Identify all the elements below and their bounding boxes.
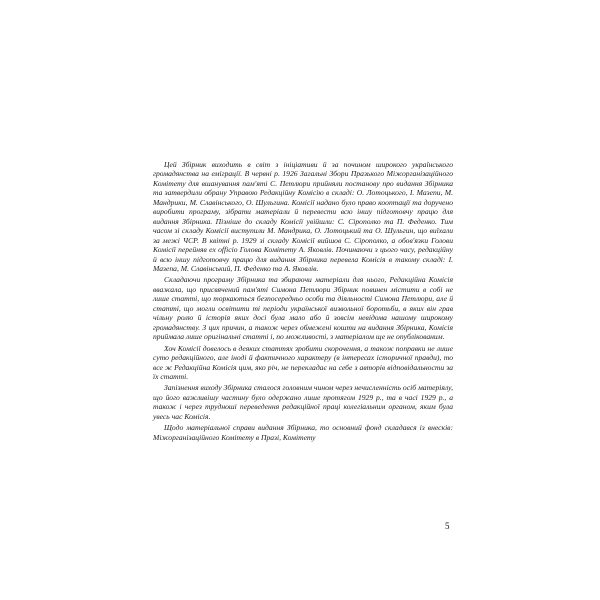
paragraph-5: Щодо матеріальної справи видання Збірника, то основний фонд складався із внесків: Міжорганізаційного Комітету в Празі, Комітету [153, 423, 453, 442]
paragraph-3: Хоч Комісії довелось в деяких статтях зробити скорочення, а також поправки не лише суто редакційного, але іноді й фактичного характеру (в інтересах історичної правди), то все ж Редакційна Комісія цим, яко річ, не перекладає на себе з авторів відповідальности за їх статті. [153, 343, 453, 381]
body-text [153, 160, 453, 444]
paragraph-2: Складаючи програму Збірника та збираючи матеріали для нього, Редакційна Комісія вважала, що присвячений пам'яті Симона Петлюри Збірник повинен містити в собі не лише статті, що торкаються безпосередньо особи та діяльності Симона Петлюри, але й статті, що могли освітити ті періоди української визвольної боротьби, в яких він грав чільну ролю й історія яких досі була мало або й зовсім невідома нашому широкому громадянству. З цих причин, а також через обмежені кошти на видання Збірника, Комісія приймала лише оригінальні статті і, по можливості, з матеріалом ще не опублікованим. [153, 275, 453, 342]
paragraph-1: Цей Збірник виходить в світ з ініціативи й за почином широкого українського громадянства на еміграції. В червні р. 1926 Загальні Збори Празького Міжорганізаційного Комітету для вшанування пам'яті С. Петлюри прийняли постанову про видання Збірника та затвердили обрану Управою Редакційну Комісію в складі: О. Лотоцького, І. Мазепи, М. Мандрики, М. Славінського, О. Шульгина. Комісії надано було право кооптації та доручено виробити програму, зібрати матеріали й перевести всю іншу підготовчу працю для видання Збірника. Пізніше до складу Комісії увійшли: С. Сірополко та П. Феденко. Тим часом зі складу Комісії виступили М. Мандрика, О. Лотоцький та О. Шульгин, що виїхали за межі ЧСР. В квітні р. 1929 зі складу Комісії вийшов С. Сірополко, а обов'язки Голови Комісії перейняв ex officio Голова Комітету А. Яковлів. Починаючи з цього часу, редакційну й всю іншу підготовчу працю для видання Збірника перевела Комісія в такому складі: І. Мазепа, М. Славінський, П. Феденко та А. Яковлів. [153, 160, 453, 273]
paragraph-4: Запізнення виходу Збірника сталося головним чином через нечисленність осіб матеріялу, що його важливішу частину було одержано лише протягом 1929 р., та в часі 1929 р., а також і через трудноші переведення редакційної праці колегіальним органом, яким була увесь час Комісія. [153, 383, 453, 421]
page-number: 5 [445, 521, 450, 531]
